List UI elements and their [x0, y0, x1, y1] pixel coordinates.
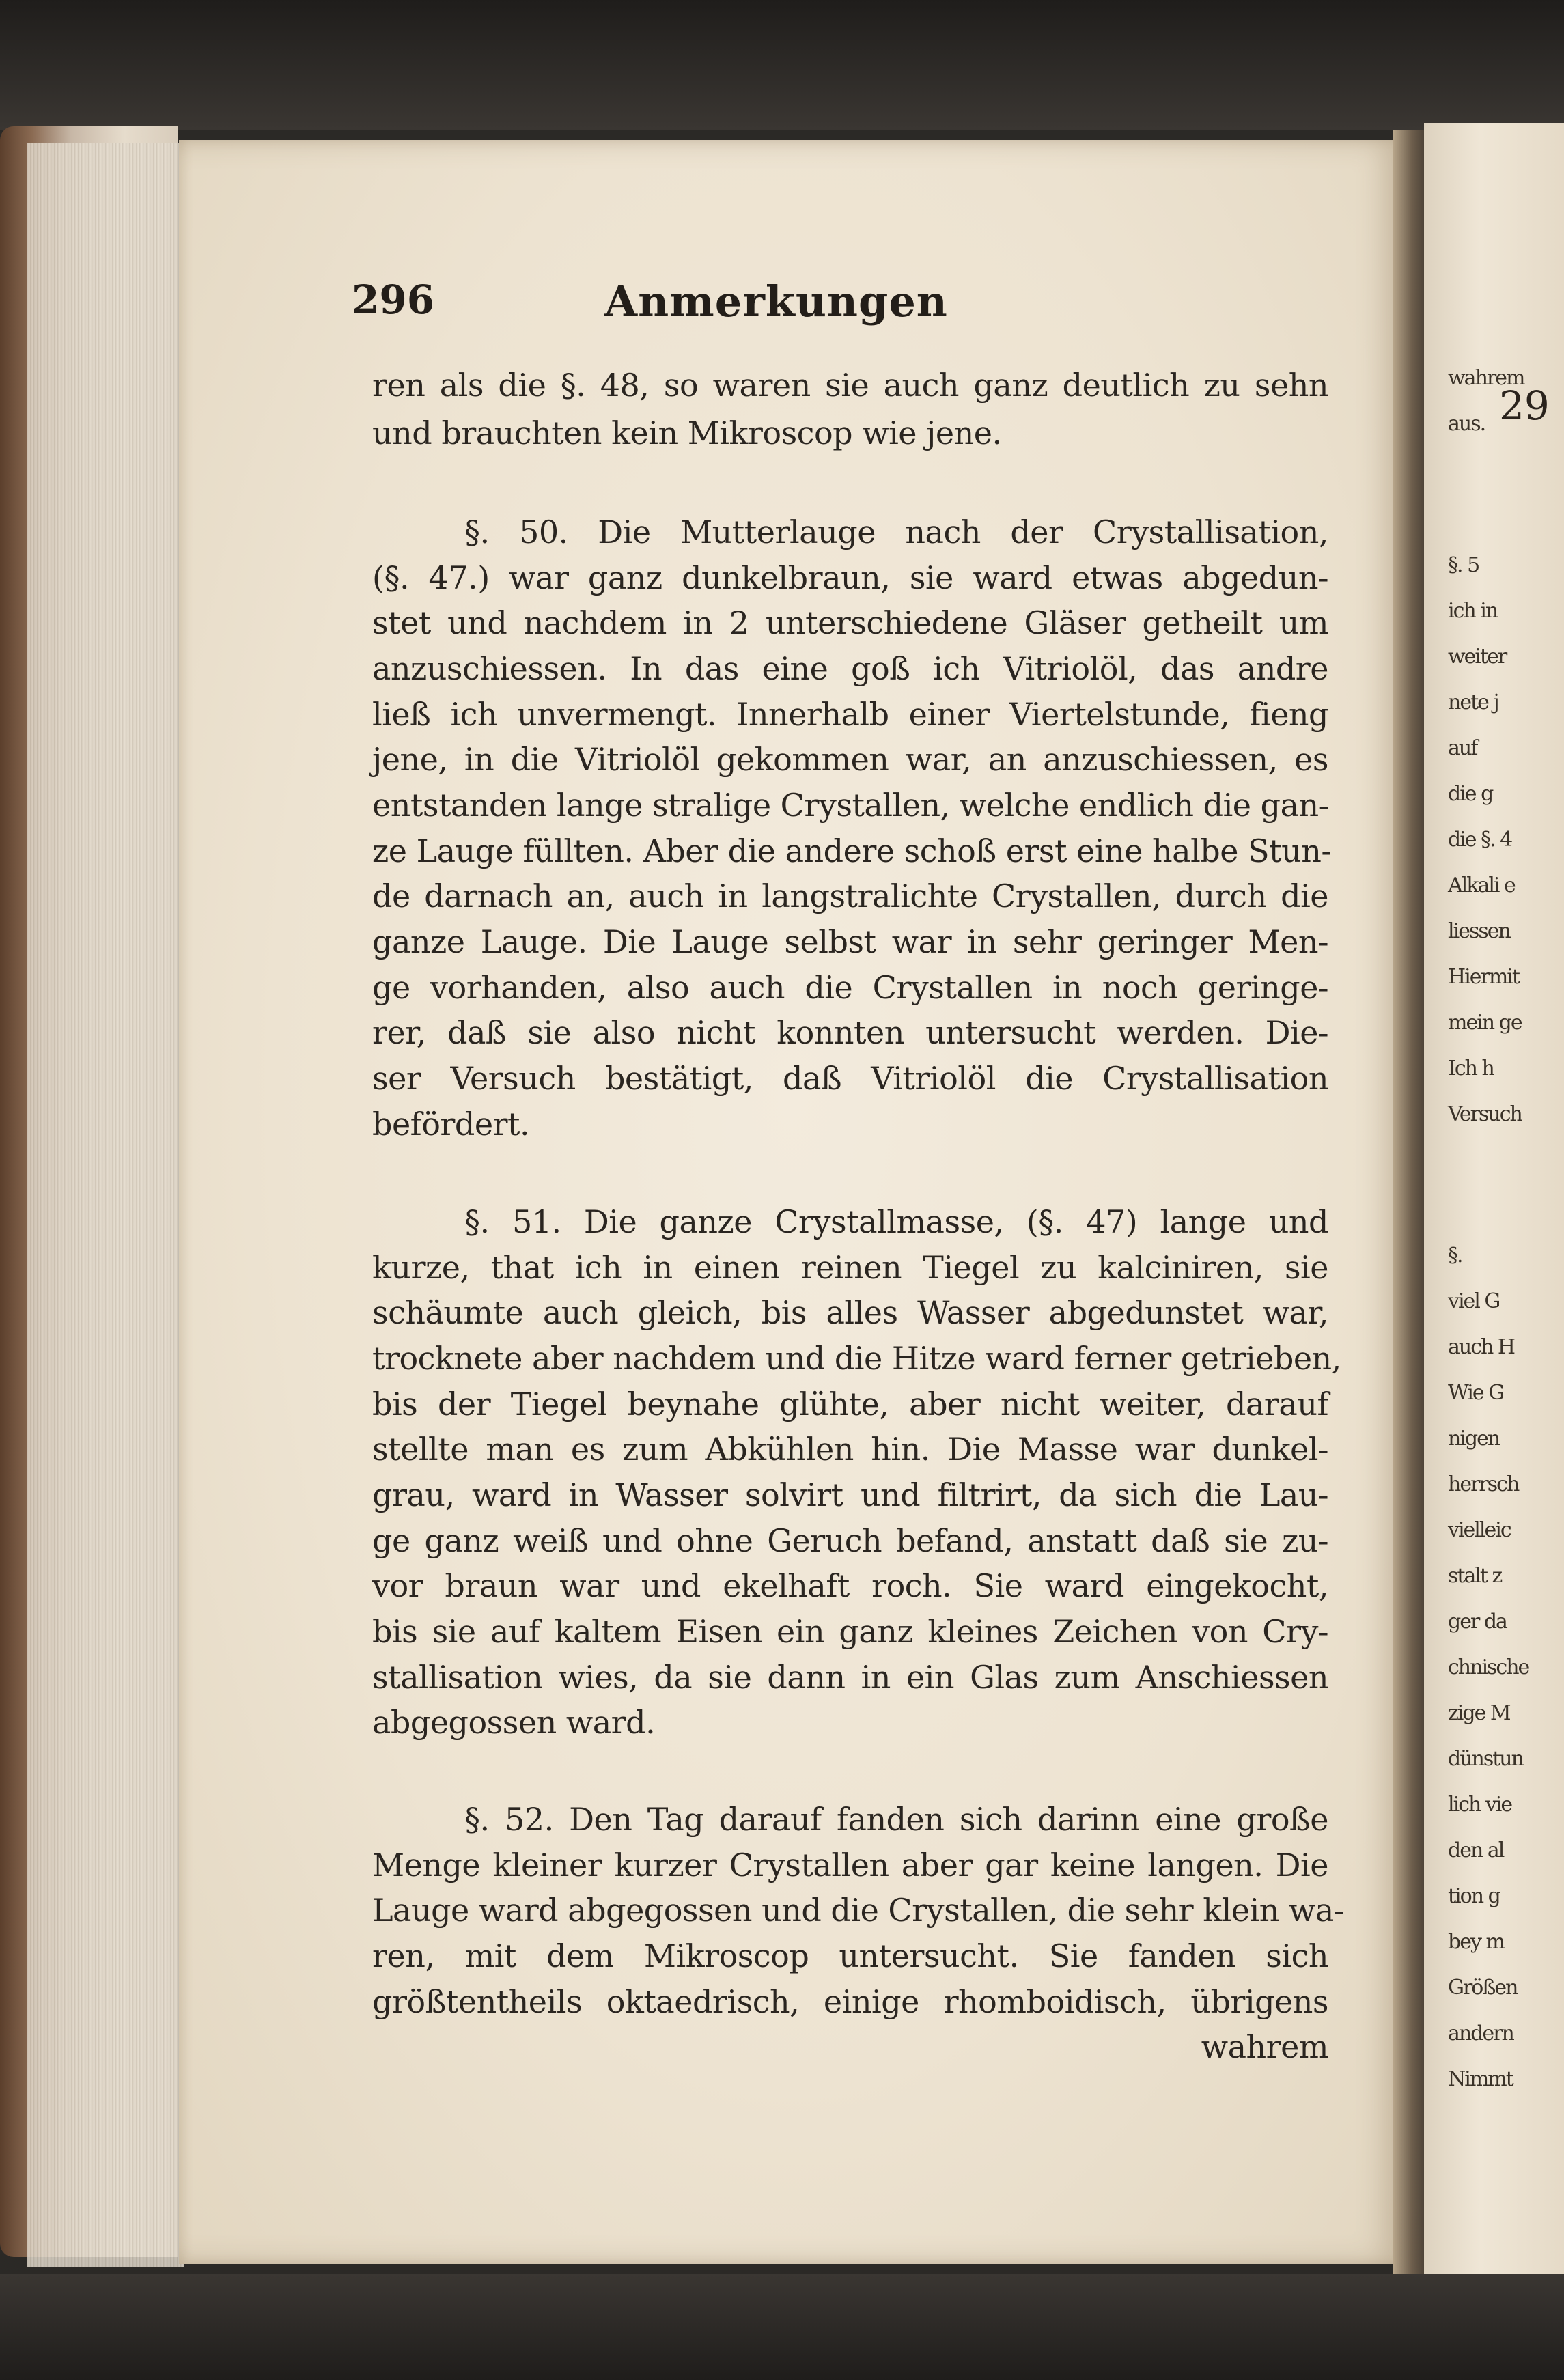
- facing-line-fragment: bey m: [1448, 1930, 1504, 1954]
- text-line: §. 50. Die Mutterlauge nach der Crystallisation,: [464, 514, 1328, 550]
- facing-line-fragment: auf: [1448, 736, 1477, 760]
- text-line: (§. 47.) war ganz dunkelbraun, sie ward etwas abgedun-: [372, 559, 1328, 596]
- text-line: stet und nachdem in 2 unterschiedene Gläser getheilt um: [372, 604, 1328, 641]
- facing-line-fragment: viel G: [1448, 1289, 1500, 1313]
- page-edges: [27, 143, 184, 2267]
- facing-line-fragment: §.: [1448, 1244, 1462, 1268]
- page-number: 296: [352, 277, 435, 323]
- facing-line-fragment: nete j: [1448, 690, 1498, 714]
- text-line: trocknete aber nachdem und die Hitze ward ferner getrieben,: [372, 1340, 1341, 1377]
- text-line: ren als die §. 48, so waren sie auch ganz deutlich zu sehn: [372, 367, 1328, 404]
- facing-page-header: 29: [1499, 382, 1550, 429]
- text-line: bis der Tiegel beynahe glühte, aber nicht weiter, darauf: [372, 1386, 1328, 1423]
- facing-line-fragment: Ich h: [1448, 1056, 1494, 1080]
- facing-line-fragment: vielleic: [1448, 1518, 1511, 1542]
- facing-line-fragment: Hiermit: [1448, 965, 1519, 989]
- text-line: de darnach an, auch in langstralichte Crystallen, durch die: [372, 878, 1328, 914]
- text-line: kurze, that ich in einen reinen Tiegel zu kalciniren, sie: [372, 1249, 1328, 1286]
- background-top: [0, 0, 1564, 130]
- facing-line-fragment: tion g: [1448, 1884, 1500, 1908]
- text-line: größtentheils oktaedrisch, einige rhomboidisch, übrigens: [372, 1983, 1328, 2020]
- facing-line-fragment: liessen: [1448, 919, 1510, 943]
- page-header: [352, 277, 1328, 338]
- facing-line-fragment: dünstun: [1448, 1747, 1523, 1771]
- facing-line-fragment: stalt z: [1448, 1564, 1502, 1588]
- facing-line-fragment: Nimmt: [1448, 2067, 1513, 2091]
- facing-line-fragment: zige M: [1448, 1701, 1510, 1725]
- facing-page: [1424, 123, 1564, 2288]
- facing-line-fragment: lich vie: [1448, 1793, 1512, 1817]
- text-line: ser Versuch bestätigt, daß Vitriolöl die Crystallisation: [372, 1060, 1328, 1097]
- text-line: abgegossen ward.: [372, 1704, 656, 1741]
- text-line: ließ ich unvermengt. Innerhalb einer Viertelstunde, fieng: [372, 696, 1328, 733]
- text-line: §. 51. Die ganze Crystallmasse, (§. 47) lange und: [464, 1203, 1328, 1240]
- paragraph-gap: [1448, 1137, 1564, 1233]
- text-line: Menge kleiner kurzer Crystallen aber gar keine langen. Die: [372, 1847, 1328, 1884]
- facing-line-fragment: die §. 4: [1448, 828, 1512, 852]
- text-line: Lauge ward abgegossen und die Crystallen, die sehr klein wa-: [372, 1892, 1344, 1929]
- text-line: §. 52. Den Tag darauf fanden sich darinn eine große: [464, 1801, 1328, 1838]
- text-line: jene, in die Vitriolöl gekommen war, an anzuschiessen, es: [372, 741, 1328, 778]
- facing-line-fragment: die g: [1448, 782, 1493, 806]
- text-line: schäumte auch gleich, bis alles Wasser abgedunstet war,: [372, 1294, 1328, 1331]
- text-line: befördert.: [372, 1106, 530, 1143]
- facing-line-fragment: aus.: [1448, 412, 1485, 436]
- facing-line-fragment: mein ge: [1448, 1011, 1522, 1035]
- text-line: stallisation wies, da sie dann in ein Glas zum Anschiessen: [372, 1659, 1328, 1696]
- facing-line-fragment: den al: [1448, 1838, 1504, 1862]
- text-line: stellte man es zum Abkühlen hin. Die Masse war dunkel-: [372, 1431, 1328, 1468]
- paragraph-gap: [1448, 447, 1564, 542]
- facing-line-fragment: ich in: [1448, 599, 1498, 623]
- facing-line-fragment: §. 5: [1448, 553, 1479, 577]
- text-line: ge vorhanden, also auch die Crystallen in noch geringe-: [372, 969, 1328, 1006]
- facing-line-fragment: Wie G: [1448, 1381, 1504, 1405]
- facing-line-fragment: andern: [1448, 2021, 1513, 2045]
- facing-line-fragment: Größen: [1448, 1976, 1518, 2000]
- facing-line-fragment: weiter: [1448, 645, 1507, 669]
- facing-line-fragment: Versuch: [1448, 1102, 1522, 1126]
- facing-line-fragment: ger da: [1448, 1610, 1507, 1634]
- running-title: Anmerkungen: [604, 277, 948, 326]
- text-line: ganze Lauge. Die Lauge selbst war in sehr geringer Men-: [372, 923, 1328, 960]
- catchword: wahrem: [1201, 2028, 1328, 2065]
- facing-line-fragment: auch H: [1448, 1335, 1515, 1359]
- background-bottom: [0, 2274, 1564, 2380]
- facing-line-fragment: chnische: [1448, 1655, 1529, 1679]
- text-line: bis sie auf kaltem Eisen ein ganz kleines Zeichen von Cry-: [372, 1613, 1328, 1650]
- facing-page-text: [1448, 355, 1564, 2102]
- text-line: grau, ward in Wasser solvirt und filtrirt, da sich die Lau-: [372, 1476, 1328, 1513]
- text-line: entstanden lange stralige Crystallen, welche endlich die gan-: [372, 787, 1329, 824]
- text-line: rer, daß sie also nicht konnten untersucht werden. Die-: [372, 1014, 1328, 1051]
- facing-line-fragment: nigen: [1448, 1427, 1500, 1451]
- text-line: und brauchten kein Mikroscop wie jene.: [372, 415, 1002, 451]
- text-line: anzuschiessen. In das eine goß ich Vitriolöl, das andre: [372, 650, 1328, 687]
- text-line: ren, mit dem Mikroscop untersucht. Sie fanden sich: [372, 1937, 1328, 1974]
- text-line: ze Lauge füllten. Aber die andere schoß erst eine halbe Stun-: [372, 832, 1332, 869]
- facing-line-fragment: herrsch: [1448, 1472, 1519, 1496]
- facing-line-fragment: wahrem: [1448, 366, 1524, 390]
- facing-line-fragment: Alkali e: [1448, 873, 1515, 897]
- text-line: ge ganz weiß und ohne Geruch befand, anstatt daß sie zu-: [372, 1522, 1328, 1559]
- text-line: vor braun war und ekelhaft roch. Sie ward eingekocht,: [372, 1567, 1328, 1604]
